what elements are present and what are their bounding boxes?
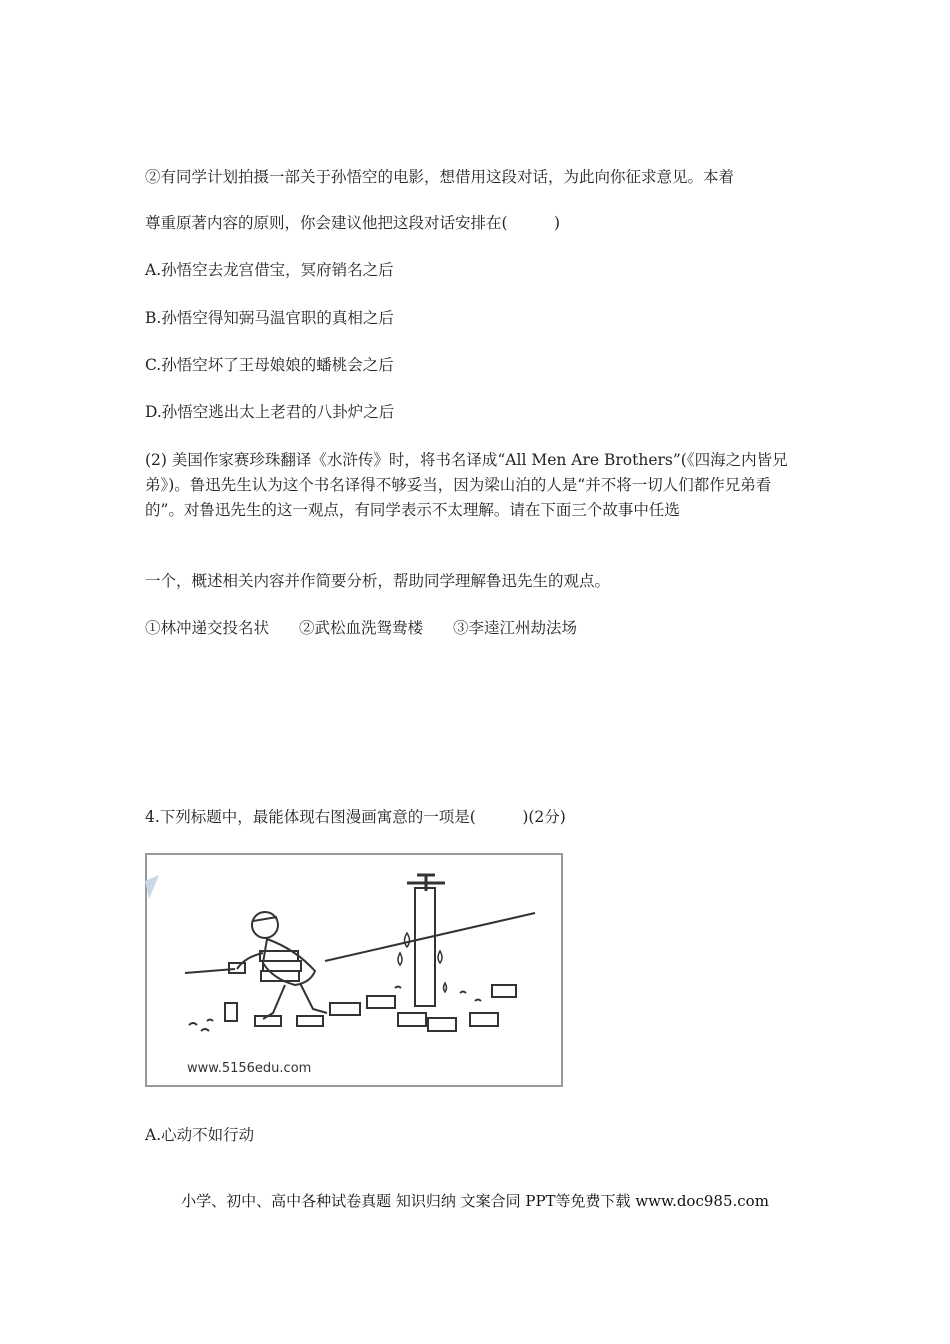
option-a: A.孙悟空去龙宫借宝，冥府销名之后 (145, 261, 394, 279)
q3-sub2-continuation: 一个，概述相关内容并作简要分析，帮助同学理解鲁迅先生的观点。 (145, 572, 611, 590)
story-option-2: ②武松血洗鸳鸯楼 (299, 619, 424, 637)
q3-sub2-paragraph: (2) 美国作家赛珍珠翻译《水浒传》时，将书名译成“All Men Are Brothers”(《四海之内皆兄弟》)。鲁迅先生认为这个书名译得不够妥当，因为梁山泊的人是“并不将一切人们都作兄弟看的”。对鲁迅先生的这一观点，有同学表示不太理解。请在下面三个故事中任选 (145, 451, 788, 519)
cartoon-image (145, 853, 563, 1087)
page-footer: 小学、初中、高中各种试卷真题 知识归纳 文案合同 PPT等免费下载 www.doc985.com (181, 1192, 769, 1210)
cartoon-watermark: www.5156edu.com (187, 1061, 312, 1076)
option-b: B.孙悟空得知弼马温官职的真相之后 (145, 309, 394, 327)
q4-question: 4.下列标题中，最能体现右图漫画寓意的一项是( )(2分) (145, 808, 566, 826)
story-option-1: ①林冲递交投名状 (145, 619, 270, 637)
q3-sub1-line1: ②有同学计划拍摄一部关于孙悟空的电影，想借用这段对话，为此向你征求意见。本着 (145, 168, 735, 186)
option-d: D.孙悟空逃出太上老君的八卦炉之后 (145, 403, 395, 421)
story-option-3: ③李逵江州劫法场 (453, 619, 578, 637)
option-c: C.孙悟空坏了王母娘娘的蟠桃会之后 (145, 356, 394, 374)
q4-option-a: A.心动不如行动 (145, 1126, 255, 1144)
q3-sub1-line2: 尊重原著内容的原则，你会建议他把这段对话安排在( ) (145, 214, 561, 232)
story-options (145, 617, 607, 639)
